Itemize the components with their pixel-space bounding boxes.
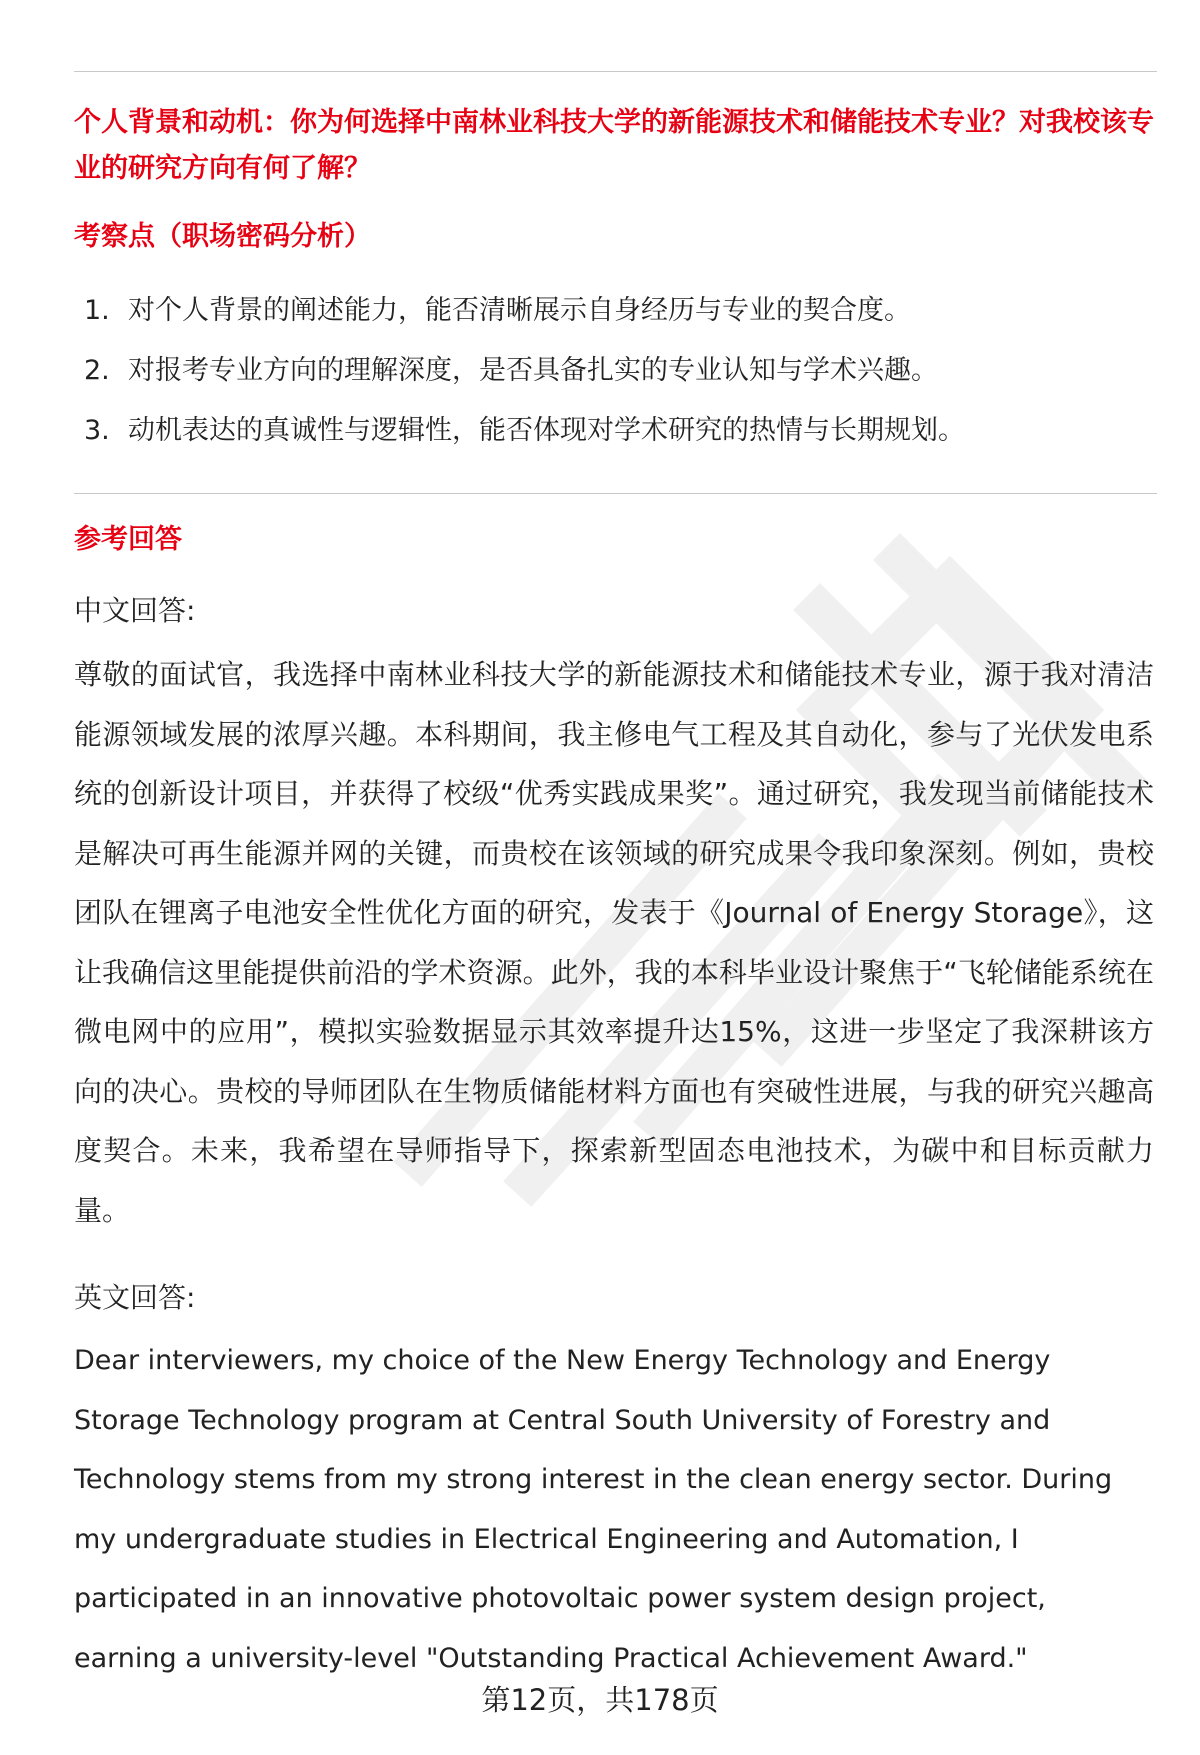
english-answer-text: Dear interviewers, my choice of the New Energy Technology and Energy Storage Technology program at Central South University of Forestry and Technology stems from my strong interest in the clean energy sector. During my undergraduate studies in Electrical Engineering and Automation, I participated in an innovative photovoltaic power system design project, earning a university-level "Outstanding Practical Achievement Award." (74, 1345, 1113, 1674)
list-item-text: 对个人背景的阐述能力，能否清晰展示自身经历与专业的契合度。 (128, 295, 911, 326)
question-heading: 个人背景和动机：你为何选择中南林业科技大学的新能源技术和储能技术专业？对我校该专业的研究方向有何了解？ (74, 107, 1154, 184)
list-item-text: 动机表达的真诚性与逻辑性，能否体现对学术研究的热情与长期规划。 (128, 415, 965, 446)
chinese-answer-label: 中文回答: (74, 594, 196, 627)
list-item (84, 291, 1154, 351)
reference-answer-title: 参考回答 (74, 524, 182, 555)
exam-points-list (84, 291, 1154, 471)
top-divider (74, 71, 1157, 72)
list-item-text: 对报考专业方向的理解深度，是否具备扎实的专业认知与学术兴趣。 (128, 355, 938, 386)
chinese-answer-text: 尊敬的面试官，我选择中南林业科技大学的新能源技术和储能技术专业，源于我对清洁能源领域发展的浓厚兴趣。本科期间，我主修电气工程及其自动化，参与了光伏发电系统的创新设计项目，并获得了校级“优秀实践成果奖”。通过研究，我发现当前储能技术是解决可再生能源并网的关键，而贵校在该领域的研究成果令我印象深刻。例如，贵校团队在锂离子电池安全性优化方面的研究，发表于《Journal of Energy Storage》，这让我确信这里能提供前沿的学术资源。此外，我的本科毕业设计聚焦于“飞轮储能系统在微电网中的应用”，模拟实验数据显示其效率提升达15%，这进一步坚定了我深耕该方向的决心。贵校的导师团队在生物质储能材料方面也有突破性进展，与我的研究兴趣高度契合。未来，我希望在导师指导下，探索新型固态电池技术，为碳中和目标贡献力量。 (74, 658, 1154, 1227)
list-item-number: 2. (84, 355, 110, 386)
exam-points-title: 考察点（职场密码分析） (74, 221, 371, 252)
list-item-number: 1. (84, 295, 110, 326)
list-item (84, 411, 1154, 471)
section-divider (74, 493, 1157, 494)
list-item-number: 3. (84, 415, 110, 446)
page-number: 第12页，共178页 (481, 1683, 719, 1717)
list-item (84, 351, 1154, 411)
english-answer-label: 英文回答: (74, 1281, 196, 1314)
